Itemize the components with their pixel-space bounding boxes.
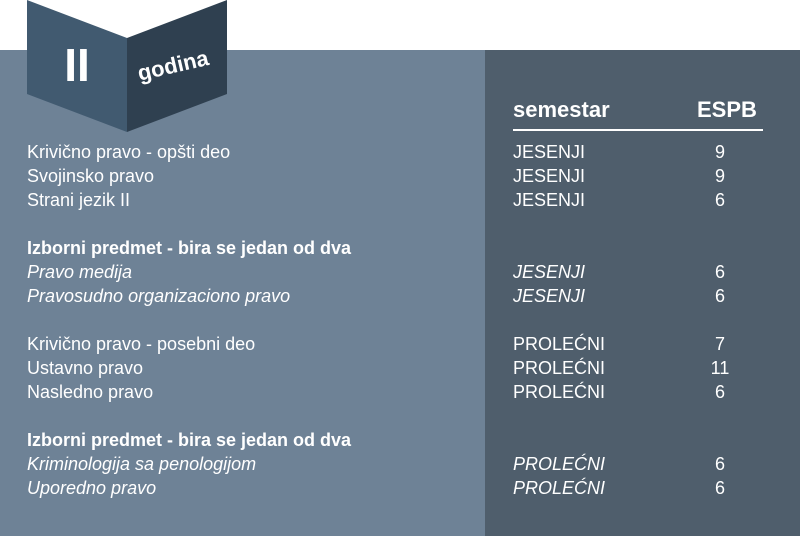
course-espb: 6 bbox=[714, 478, 725, 498]
course-semester: JESENJI bbox=[513, 142, 586, 162]
course-name: Krivično pravo - posebni deo bbox=[27, 334, 256, 354]
course-row bbox=[0, 380, 800, 404]
header-divider bbox=[513, 129, 763, 131]
elective-heading-row bbox=[0, 236, 800, 260]
year-numeral: II bbox=[64, 39, 90, 91]
course-name: Kriminologija sa penologijom bbox=[27, 454, 257, 474]
course-row bbox=[0, 140, 800, 164]
course-semester: JESENJI bbox=[513, 262, 586, 282]
course-espb: 11 bbox=[710, 358, 730, 378]
course-name: Ustavno pravo bbox=[27, 358, 144, 378]
year-word: godina bbox=[135, 45, 211, 86]
course-name: Pravosudno organizaciono pravo bbox=[27, 286, 291, 306]
course-espb: 6 bbox=[714, 190, 725, 210]
course-semester: PROLEĆNI bbox=[513, 358, 606, 378]
course-espb: 9 bbox=[714, 166, 725, 186]
course-list bbox=[0, 140, 800, 500]
course-name: Pravo medija bbox=[27, 262, 133, 282]
course-espb: 7 bbox=[714, 334, 725, 354]
course-semester: PROLEĆNI bbox=[513, 478, 606, 498]
course-row bbox=[0, 332, 800, 356]
column-header-espb: ESPB bbox=[697, 97, 757, 122]
course-semester: JESENJI bbox=[513, 166, 586, 186]
column-header-semestar: semestar bbox=[513, 97, 610, 122]
course-espb: 6 bbox=[714, 262, 725, 282]
course-espb: 9 bbox=[714, 142, 725, 162]
course-name: Izborni predmet - bira se jedan od dva bbox=[27, 238, 352, 258]
course-semester: PROLEĆNI bbox=[513, 334, 606, 354]
course-row bbox=[0, 284, 800, 308]
course-row bbox=[0, 260, 800, 284]
course-name: Strani jezik II bbox=[27, 190, 131, 210]
course-semester: PROLEĆNI bbox=[513, 382, 606, 402]
course-name: Nasledno pravo bbox=[27, 382, 154, 402]
course-semester: JESENJI bbox=[513, 190, 586, 210]
course-semester: PROLEĆNI bbox=[513, 454, 606, 474]
course-name: Uporedno pravo bbox=[27, 478, 157, 498]
course-semester: JESENJI bbox=[513, 286, 586, 306]
course-espb: 6 bbox=[714, 382, 725, 402]
elective-heading-row bbox=[0, 428, 800, 452]
course-row bbox=[0, 452, 800, 476]
course-espb: 6 bbox=[714, 454, 725, 474]
course-name: Krivično pravo - opšti deo bbox=[27, 142, 231, 162]
course-espb: 6 bbox=[714, 286, 725, 306]
course-name: Svojinsko pravo bbox=[27, 166, 155, 186]
course-row bbox=[0, 476, 800, 500]
course-row bbox=[0, 164, 800, 188]
course-name: Izborni predmet - bira se jedan od dva bbox=[27, 430, 352, 450]
course-row bbox=[0, 356, 800, 380]
course-row bbox=[0, 188, 800, 212]
